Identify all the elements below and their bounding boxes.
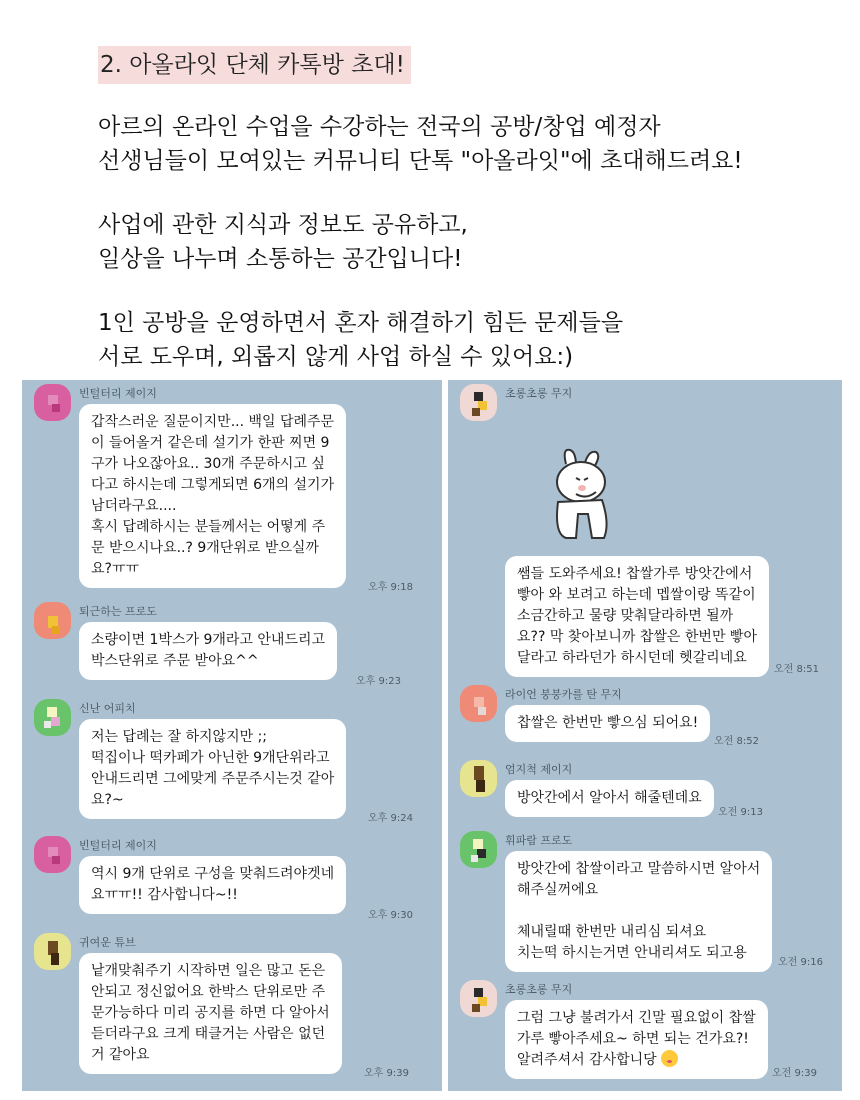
intro-line: 서로 도우며, 외롭지 않게 사업 하실 수 있어요:)	[98, 344, 574, 370]
intro-paragraph	[98, 208, 818, 276]
message-text: 저는 답례는 잘 하지않지만 ;;	[91, 729, 267, 745]
message-text: 요ㅠㅠ!! 감사합니다~!!	[91, 887, 238, 903]
message-time: 오후 9:39	[364, 1068, 409, 1079]
message-text: 체내릴때 한번만 내리심 되셔요	[517, 924, 707, 940]
intro-line: 선생님들이 모여있는 커뮤니티 단톡 "아올라잇"에 초대해드려요!	[98, 148, 743, 174]
intro-section	[98, 46, 818, 374]
message-text: 갑작스러운 질문이지만... 백일 답례주문	[91, 414, 335, 430]
message-bubble[interactable]	[505, 1000, 768, 1079]
message-text: 떡집이나 떡카페가 아닌한 9개단위라고	[91, 750, 330, 766]
message-text: 치는떡 하시는거면 안내리셔도 되고용	[517, 945, 747, 961]
message-bubble[interactable]	[79, 719, 346, 819]
intro-line: 사업에 관한 지식과 정보도 공유하고,	[98, 212, 468, 238]
avatar[interactable]	[460, 980, 497, 1017]
message-text: 해주실꺼에요	[517, 882, 599, 898]
message-text: 요?ㅠㅠ	[91, 561, 140, 577]
avatar[interactable]	[34, 933, 71, 970]
message-time: 오후 9:23	[356, 676, 401, 687]
intro-line: 아르의 온라인 수업을 수강하는 전국의 공방/창업 예정자	[98, 114, 661, 140]
message-text: 듣더라구요 크게 태클거는 사람은 없던	[91, 1026, 326, 1042]
message-text: 박스단위로 주문 받아요^^	[91, 653, 259, 669]
message-text: 문가능하다 미리 공지를 하면 다 알아서	[91, 1005, 330, 1021]
sender-name: 라이언 붕붕카를 탄 무지	[505, 688, 622, 701]
kissing-face-emoji	[661, 1050, 678, 1067]
message-bubble[interactable]	[505, 705, 710, 742]
message-text: 요?? 막 찾아보니까 찹쌀은 한번만 빻아	[517, 629, 757, 645]
intro-line: 일상을 나누며 소통하는 공간입니다!	[98, 246, 463, 272]
message-bubble[interactable]	[505, 780, 714, 817]
message-text: 달라고 하라던가 하시던데 헷갈리네요	[517, 650, 747, 666]
chat-panel-left	[22, 380, 442, 1091]
intro-paragraph	[98, 306, 818, 374]
message-time: 오후 9:24	[368, 813, 413, 824]
avatar[interactable]	[34, 384, 71, 421]
message-text: 쌤들 도와주세요! 찹쌀가루 방앗간에서	[517, 566, 753, 582]
avatar[interactable]	[460, 685, 497, 722]
avatar[interactable]	[460, 760, 497, 797]
sender-name: 초롱초롱 무지	[505, 983, 573, 996]
message-text: 방앗간에서 알아서 해줄텐데요	[517, 790, 702, 806]
message-text: 그럼 그냥 불려가서 긴말 필요없이 찹쌀	[517, 1010, 756, 1026]
message-text: 역시 9개 단위로 구성을 맞춰드려야겟네	[91, 866, 335, 882]
message-bubble[interactable]	[79, 953, 342, 1074]
message-text: 거 같아요	[91, 1047, 150, 1063]
intro-line: 1인 공방을 운영하면서 혼자 해결하기 힘든 문제들을	[98, 310, 624, 336]
sender-name: 귀여운 튜브	[79, 936, 136, 949]
message-bubble[interactable]	[79, 856, 346, 914]
message-time: 오전 8:51	[774, 664, 819, 675]
message-text: 혹시 답례하시는 분들께서는 어떻게 주	[91, 519, 326, 535]
message-text: 낱개맞춰주기 시작하면 일은 많고 돈은	[91, 963, 326, 979]
sender-name: 빈털터리 제이지	[79, 839, 157, 852]
intro-heading: 2. 아올라잇 단체 카톡방 초대!	[98, 46, 411, 84]
message-text: 소금간하고 물량 맞춰달라하면 될까	[517, 608, 734, 624]
sender-name: 신난 어피치	[79, 702, 136, 715]
message-bubble[interactable]	[79, 404, 346, 588]
sender-name: 초롱초롱 무지	[505, 387, 573, 400]
message-text: 남더라구요....	[91, 498, 177, 514]
message-bubble[interactable]	[79, 622, 337, 680]
avatar[interactable]	[460, 384, 497, 421]
message-text: 알려주셔서 감사합니당	[517, 1052, 657, 1068]
message-time: 오후 9:30	[368, 910, 413, 921]
chat-panel-right	[448, 380, 842, 1091]
intro-paragraph	[98, 110, 818, 178]
sender-name: 퇴근하는 프로도	[79, 605, 157, 618]
message-text: 안되고 정신없어요 한박스 단위로만 주	[91, 984, 326, 1000]
avatar[interactable]	[460, 831, 497, 868]
message-time: 오전 9:39	[772, 1068, 817, 1079]
message-text: 요?~	[91, 792, 124, 808]
message-bubble[interactable]	[505, 851, 772, 972]
message-spacer	[517, 901, 760, 922]
message-text-line	[517, 1050, 756, 1071]
message-text: 가루 빻아주세요~ 하면 되는 건가요?!	[517, 1031, 749, 1047]
sender-name: 엄지척 제이지	[505, 763, 573, 776]
message-time: 오전 8:52	[714, 736, 759, 747]
message-time: 오전 9:13	[718, 807, 763, 818]
avatar[interactable]	[34, 699, 71, 736]
message-text: 안내드리면 그에맞게 주문주시는것 같아	[91, 771, 335, 787]
message-text: 문 받으시나요..? 9개단위로 받으실까	[91, 540, 319, 556]
message-text: 다고 하시는데 그렇게되면 6개의 설기가	[91, 477, 335, 493]
message-text: 찹쌀은 한번만 빻으심 되어요!	[517, 715, 699, 731]
bunny-sticker[interactable]	[536, 444, 626, 544]
message-text: 소량이면 1박스가 9개라고 안내드리고	[91, 632, 326, 648]
message-time: 오전 9:16	[778, 957, 823, 968]
message-text: 구가 나오잖아요.. 30개 주문하시고 싶	[91, 456, 325, 472]
message-time: 오후 9:18	[368, 582, 413, 593]
message-text: 방앗간에 찹쌀이라고 말씀하시면 알아서	[517, 861, 761, 877]
avatar[interactable]	[34, 602, 71, 639]
sender-name: 빈털터리 제이지	[79, 387, 157, 400]
avatar[interactable]	[34, 836, 71, 873]
message-bubble[interactable]	[505, 556, 769, 677]
message-text: 빻아 와 보려고 하는데 멥쌀이랑 똑같이	[517, 587, 756, 603]
message-text: 이 들어올거 같은데 설기가 한판 찌면 9	[91, 435, 330, 451]
sender-name: 휘파람 프로도	[505, 834, 573, 847]
